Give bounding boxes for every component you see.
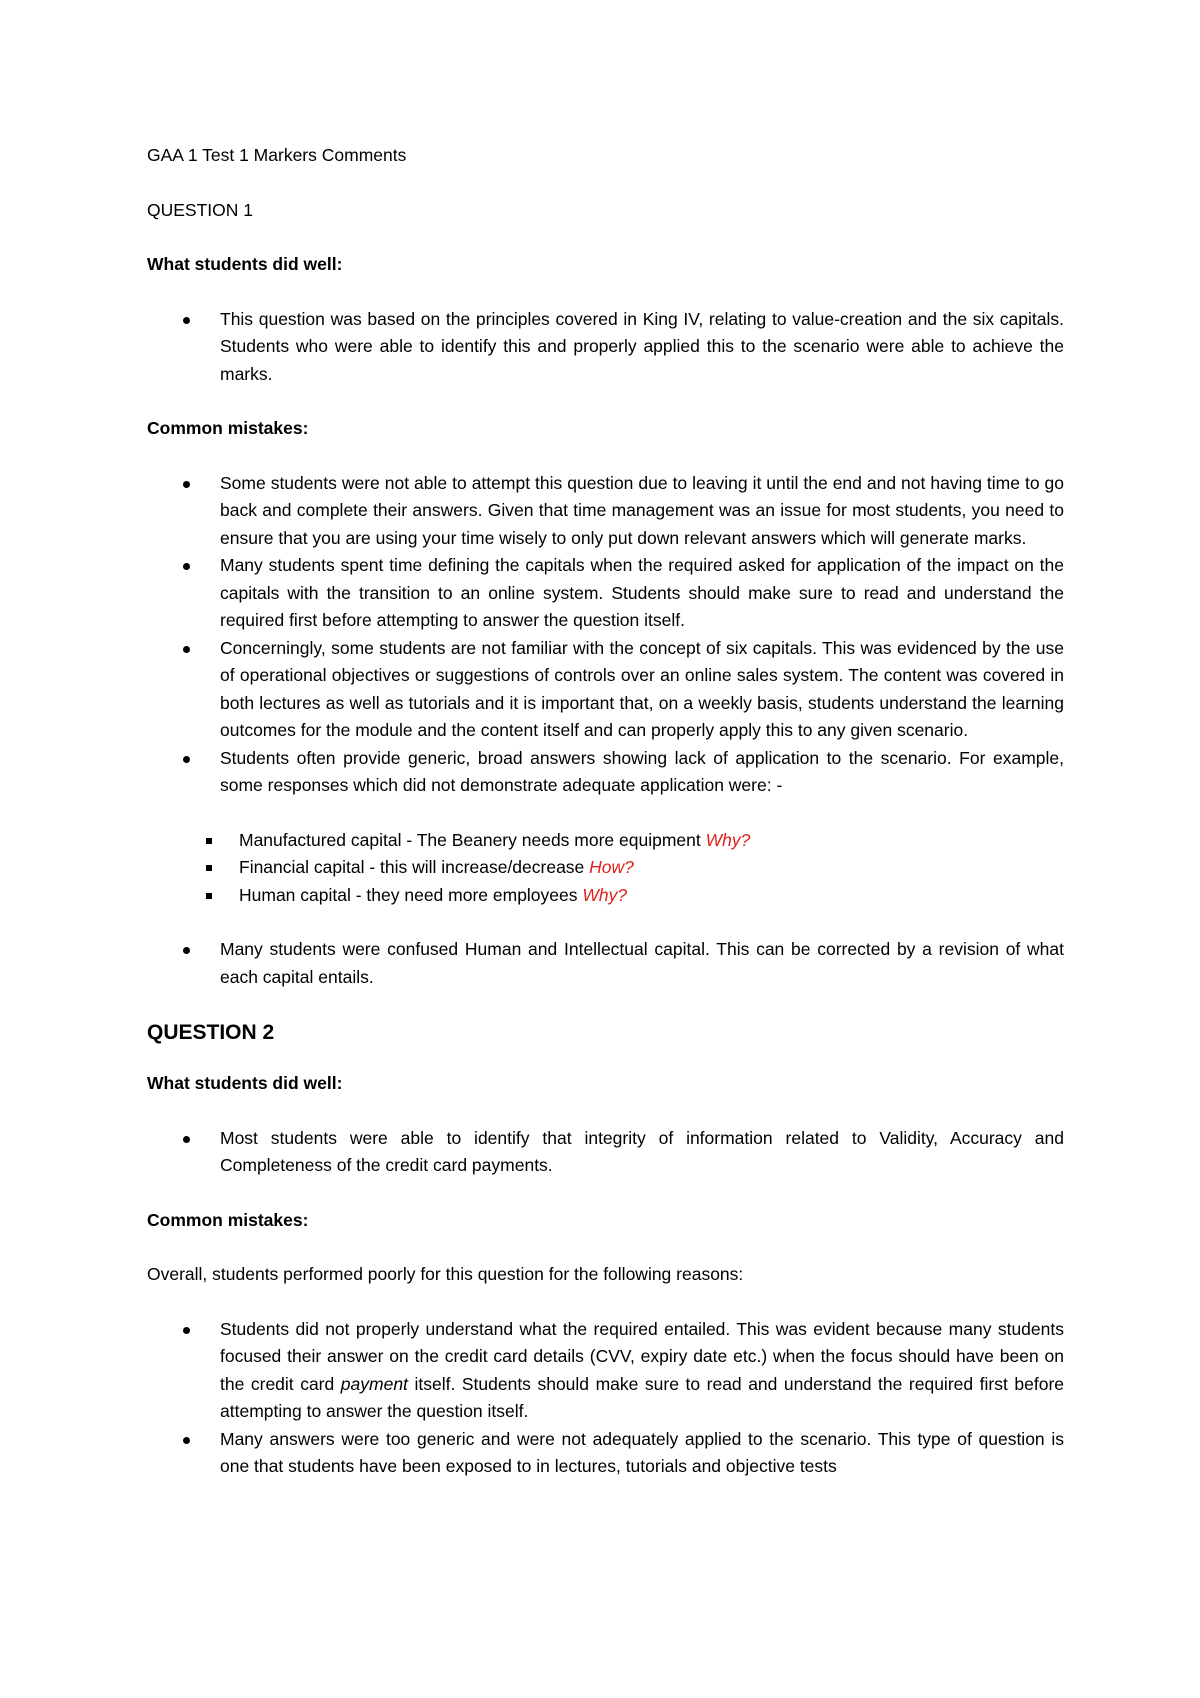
bullet-icon (183, 1327, 190, 1334)
square-bullet-icon (206, 838, 212, 844)
q2-mistakes-list (147, 1316, 1064, 1481)
bullet-icon (183, 1136, 190, 1143)
list-item: Financial capital - this will increase/decrease How? (239, 854, 1064, 882)
list-item: Some students were not able to attempt this question due to leaving it until the end and not having time to go back and complete their answers. Given that time management was an issue for most students, you need to ensure that you are using your time wisely to only put down relevant answers which will generate marks. (220, 470, 1064, 553)
q1-mistakes-heading: Common mistakes: (147, 418, 309, 438)
example-flag: Why? (705, 829, 751, 850)
square-bullet-icon (206, 865, 212, 871)
bullet-icon (183, 646, 190, 653)
document-body (147, 142, 1064, 1508)
bullet-icon (183, 756, 190, 763)
q1-did-well-heading: What students did well: (147, 254, 343, 274)
bullet-icon (183, 947, 190, 954)
example-flag: How? (589, 857, 634, 877)
list-item: Many students spent time defining the capitals when the required asked for application of the impact on the capitals with the transition to an online system. Students should make sure to read and understand the required first before attempting to answer the question itself. (220, 552, 1064, 635)
bullet-icon (183, 481, 190, 488)
q2-mistakes-heading: Common mistakes: (147, 1209, 309, 1230)
example-flag: Why? (582, 884, 628, 905)
list-item: Many students were confused Human and Intellectual capital. This can be corrected by a revision of what each capital entails. (220, 936, 1064, 991)
square-bullet-icon (206, 893, 212, 899)
list-item: Students did not properly understand what the required entailed. This was evident because many students focused their answer on the credit card details (CVV, expiry date etc.) when the focus should have been on the credit card payment itself. Students should make sure to read and understand the required first before attempting to answer the question itself. (220, 1316, 1064, 1426)
document-title: GAA 1 Test 1 Markers Comments (147, 145, 407, 165)
list-item: Students often provide generic, broad answers showing lack of application to the scenario. For example, some responses which did not demonstrate adequate application were: - (220, 745, 1064, 800)
list-item: Human capital - they need more employees Why? (239, 882, 1064, 910)
q1-did-well-list (147, 306, 1064, 389)
list-item: Most students were able to identify that integrity of information related to Validity, Accuracy and Completeness of the credit card payments. (220, 1125, 1064, 1180)
bullet-icon (183, 563, 190, 570)
q2-overall-text: Overall, students performed poorly for this question for the following reasons: (147, 1264, 744, 1284)
q2-did-well-heading: What students did well: (147, 1073, 343, 1093)
q1-examples-list (147, 827, 1064, 910)
list-item: Manufactured capital - The Beanery needs more equipment Why? (239, 827, 1064, 855)
q1-mistakes-list (147, 470, 1064, 800)
question-1-label: QUESTION 1 (147, 199, 253, 220)
list-item: This question was based on the principles covered in King IV, relating to value-creation and the six capitals. Students who were able to identify this and properly applied this to the scenario were able to achieve the marks. (220, 306, 1064, 389)
q2-did-well-list (147, 1125, 1064, 1180)
question-2-heading: QUESTION 2 (147, 1021, 275, 1044)
bullet-icon (183, 1437, 190, 1444)
list-item: Concerningly, some students are not familiar with the concept of six capitals. This was evidenced by the use of operational objectives or suggestions of controls over an online sales system. The content was covered in both lectures as well as tutorials and it is important that, on a weekly basis, students understand the learning outcomes for the module and the content itself and can properly apply this to any given scenario. (220, 635, 1064, 745)
q1-final-list (147, 936, 1064, 991)
list-item: Many answers were too generic and were not adequately applied to the scenario. This type of question is one that students have been exposed to in lectures, tutorials and objective tests (220, 1426, 1064, 1481)
bullet-icon (183, 317, 190, 324)
